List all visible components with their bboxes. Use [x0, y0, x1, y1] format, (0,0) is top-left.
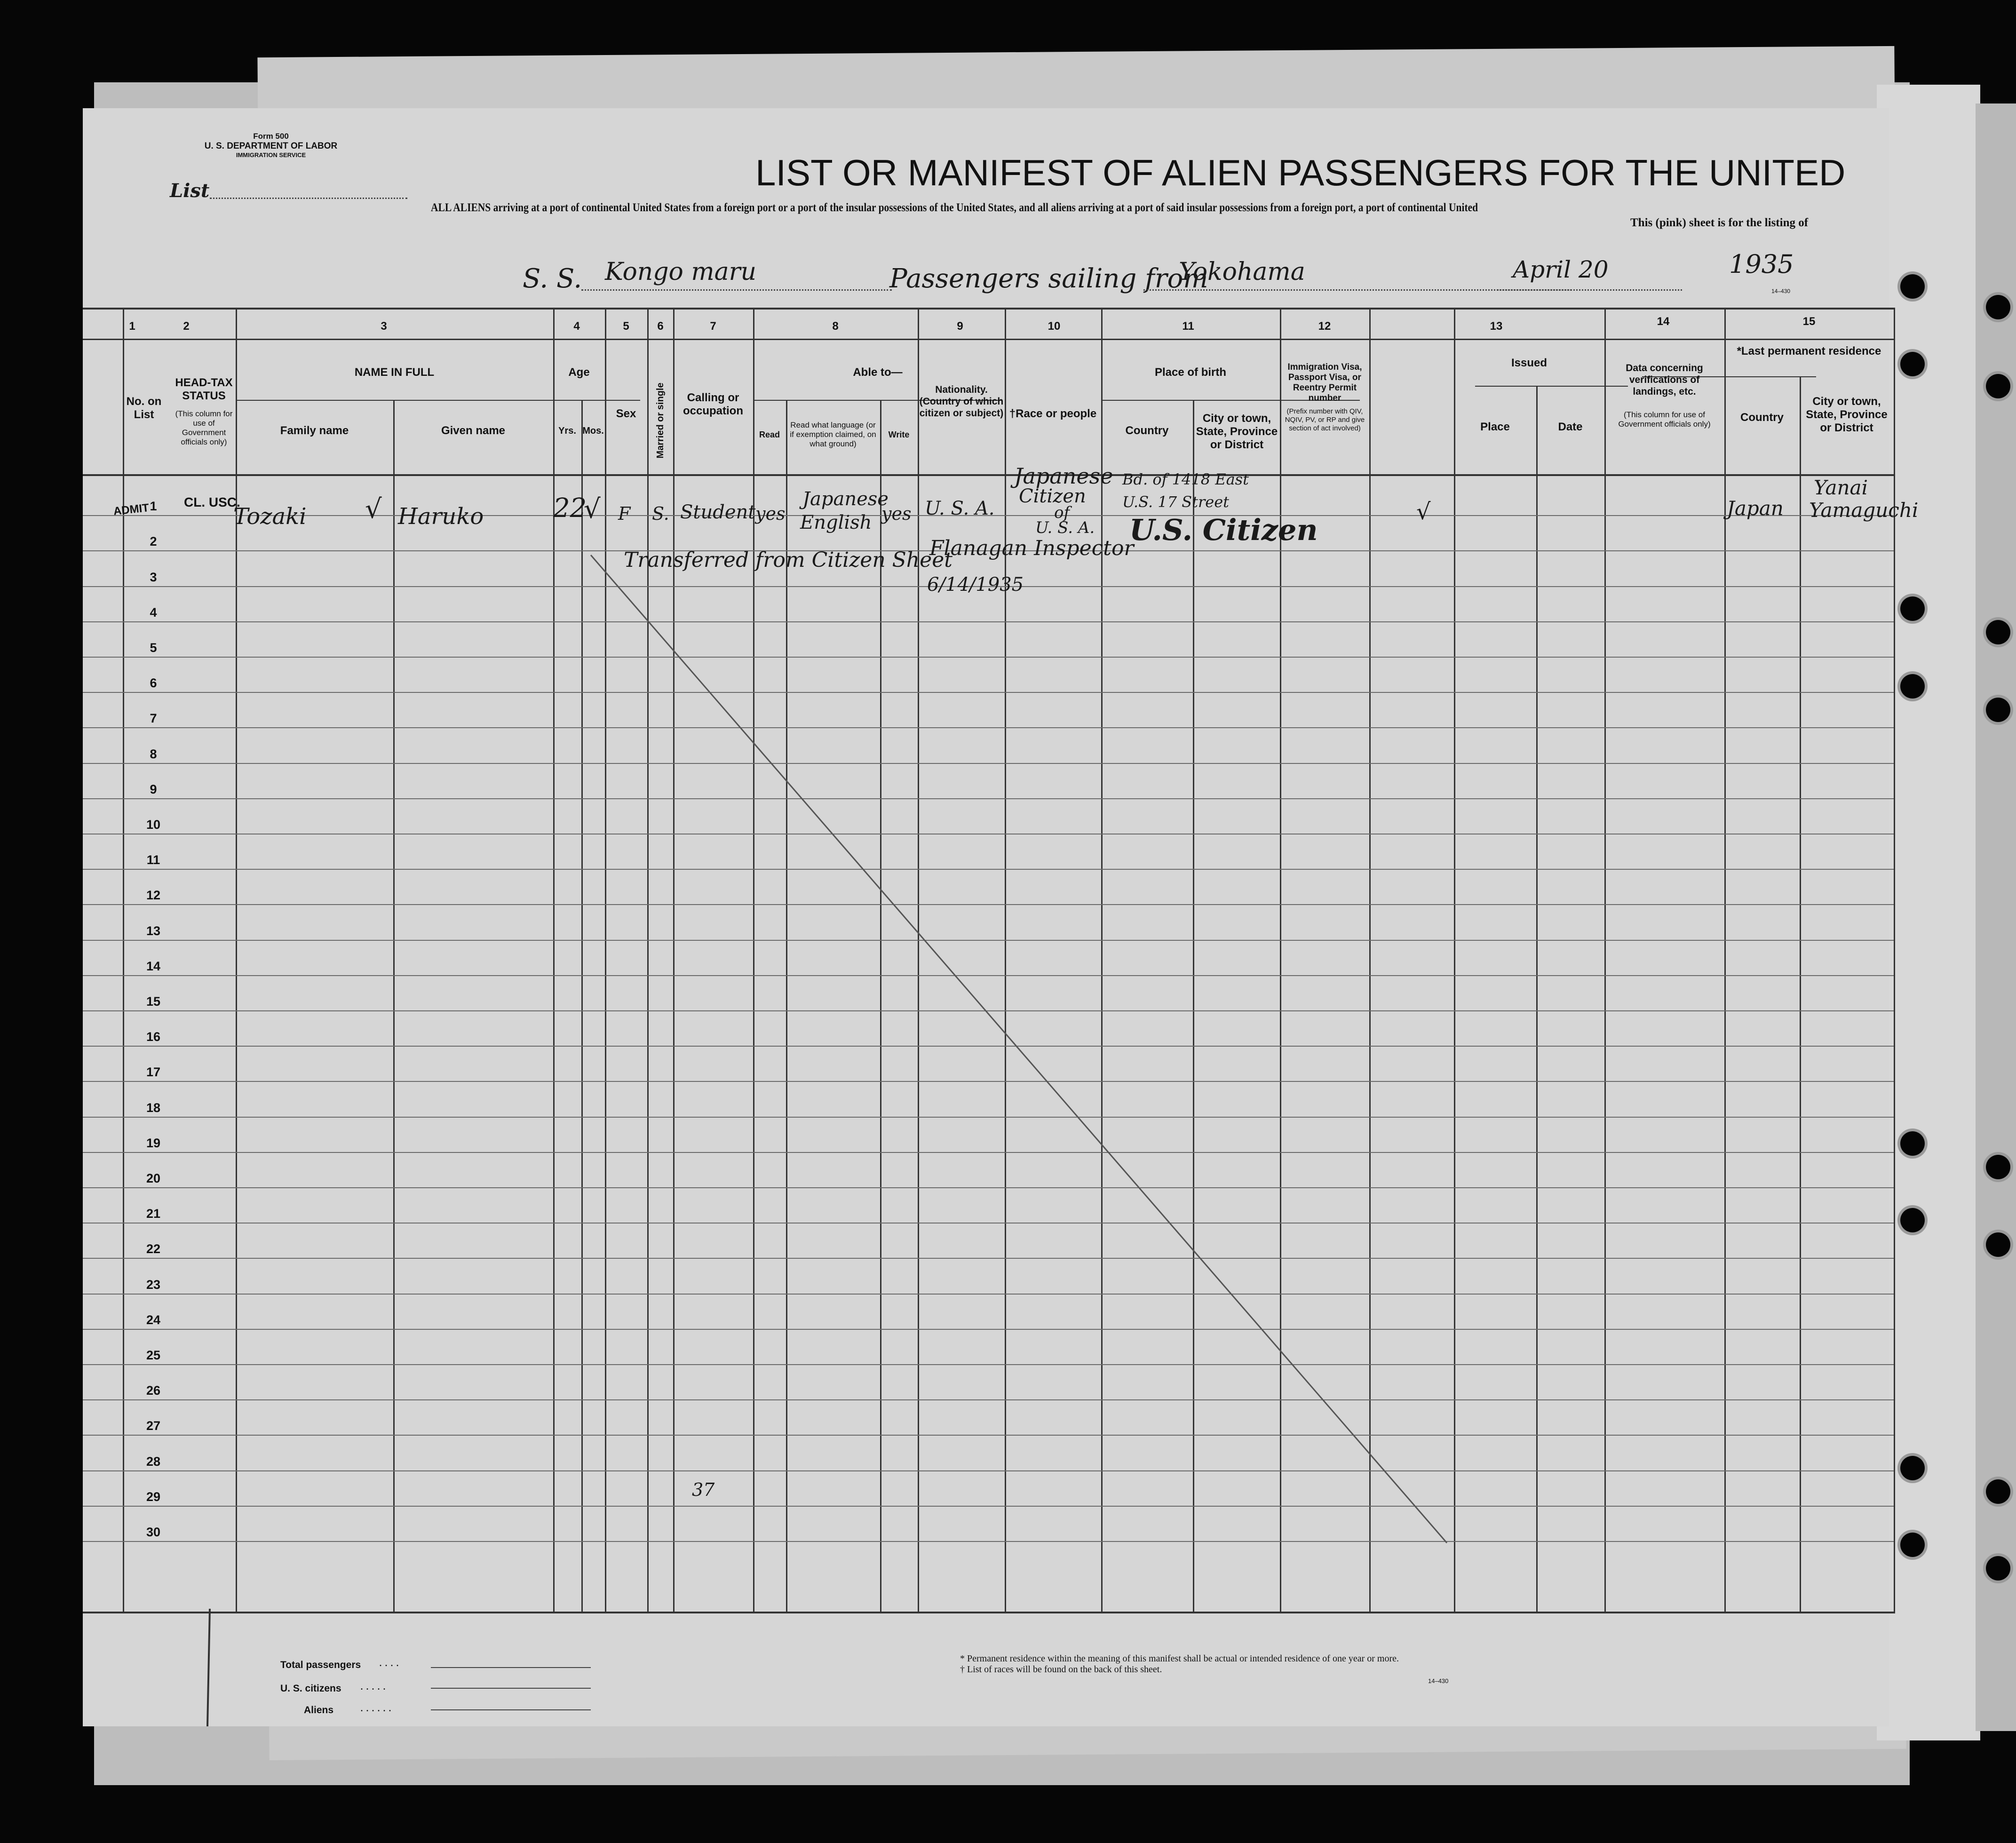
given-name-header: Given name	[441, 424, 506, 437]
bottom-mark: 37	[692, 1479, 715, 1500]
residence-country-header: Country	[1740, 411, 1784, 424]
punch-hole	[1900, 1131, 1925, 1156]
no-on-list-header: No. on List	[126, 395, 162, 421]
col-number: 14	[1657, 315, 1670, 328]
marital-value: S.	[652, 503, 669, 524]
race-line-2: Citizen	[1019, 485, 1086, 507]
given-name-value: Haruko	[398, 503, 484, 530]
form-number: Form 500	[253, 132, 289, 141]
punch-hole	[1986, 1155, 2010, 1179]
row-number: 3	[150, 570, 157, 584]
able-to-header: Able to—	[853, 366, 903, 379]
occupation-value: Student	[680, 501, 756, 523]
punch-hole	[1986, 374, 2010, 398]
departure-port: Yokohama	[1179, 258, 1305, 286]
row-number: 25	[146, 1348, 161, 1362]
col-number: 6	[657, 320, 664, 333]
check-mark: √	[365, 494, 382, 524]
read-value: yes	[755, 503, 786, 524]
row-number: 10	[146, 818, 161, 832]
birth-place-line-2: U.S. 17 Street	[1122, 493, 1230, 511]
col-number: 10	[1048, 320, 1061, 333]
row-number: 28	[146, 1454, 161, 1469]
calling-header: Calling or occupation	[683, 391, 743, 417]
row-number: 20	[146, 1171, 161, 1185]
sailing-date: April 20	[1513, 256, 1609, 283]
transfer-note: Transferred from Citizen Sheet	[624, 548, 952, 572]
row-number: 4	[150, 605, 157, 620]
issued-date-header: Date	[1558, 421, 1583, 433]
row-number: 7	[150, 711, 157, 725]
col-number: 1	[129, 320, 135, 333]
family-name-value: Tozaki	[233, 503, 307, 530]
age-header: Age	[568, 366, 590, 379]
footnote-residence: * Permanent residence within the meaning of this manifest shall be actual or intended residence of one year or more.	[960, 1653, 1399, 1664]
leader-dots: . . . . . .	[360, 1702, 391, 1714]
residence-city-header: City or town, State, Province or District	[1806, 395, 1888, 434]
row-number: 1	[150, 499, 157, 513]
issued-header: Issued	[1511, 357, 1548, 369]
language-line-1: Japanese	[802, 488, 889, 510]
punch-hole	[1900, 1208, 1925, 1232]
row-number: 18	[146, 1101, 161, 1115]
leader-dots: . . . .	[379, 1657, 399, 1669]
sex-header: Sex	[616, 407, 636, 420]
col-number: 9	[957, 320, 963, 333]
col-number: 13	[1490, 320, 1503, 333]
inspector-note: Flanagan Inspector	[929, 536, 1134, 560]
aliens-label: Aliens	[304, 1705, 334, 1716]
col-number: 5	[623, 320, 629, 333]
sailing-label: Passengers sailing from	[889, 263, 1208, 294]
row-number: 26	[146, 1383, 161, 1398]
punch-hole	[1900, 596, 1925, 621]
row-number: 12	[146, 888, 161, 902]
punch-hole	[1900, 1456, 1925, 1480]
col-number: 7	[710, 320, 716, 333]
department: U. S. DEPARTMENT OF LABOR	[204, 141, 338, 151]
total-passengers-label: Total passengers	[280, 1660, 361, 1670]
row-number: 5	[150, 641, 157, 655]
race-line-4: U. S. A.	[1035, 518, 1095, 537]
us-citizens-field	[431, 1688, 591, 1689]
total-passengers-field	[431, 1667, 591, 1668]
row-number: 17	[146, 1065, 161, 1079]
punch-hole	[1986, 1556, 2010, 1581]
leader-dots: . . . . .	[360, 1680, 386, 1692]
col-number: 4	[573, 320, 580, 333]
head-tax-note: (This column for use of Government officials only)	[175, 409, 233, 446]
row-number: 2	[150, 534, 157, 548]
col-number: 8	[832, 320, 839, 333]
race-header: †Race or people	[1009, 407, 1097, 420]
residence-city-line-1: Yanai	[1814, 476, 1868, 499]
age-years-value: 22	[553, 493, 587, 524]
row-number: 30	[146, 1525, 161, 1539]
service: IMMIGRATION SERVICE	[236, 151, 306, 159]
row-number: 21	[146, 1207, 161, 1221]
col-number: 12	[1318, 320, 1331, 333]
punch-hole	[1900, 674, 1925, 699]
issued-place-header: Place	[1480, 421, 1510, 433]
row-number: 13	[146, 924, 161, 938]
us-citizen-annotation: U.S. Citizen	[1129, 513, 1318, 547]
us-citizens-label: U. S. citizens	[280, 1683, 341, 1694]
last-residence-header: *Last permanent residence	[1737, 345, 1881, 357]
check-mark: √	[584, 494, 601, 524]
footer-code: 14–430	[1428, 1677, 1449, 1684]
head-tax-header: HEAD-TAX STATUS	[175, 376, 233, 402]
row-number: 16	[146, 1030, 161, 1044]
col-number: 15	[1802, 315, 1816, 328]
footnote-races: † List of races will be found on the back of this sheet.	[960, 1664, 1162, 1675]
punch-hole	[1900, 274, 1925, 299]
punch-hole	[1986, 1232, 2010, 1257]
punch-hole	[1986, 1479, 2010, 1504]
admit-stamp: ADMIT	[112, 501, 150, 518]
place-of-birth-header: Place of birth	[1154, 366, 1227, 379]
birth-city-header: City or town, State, Province or District	[1196, 412, 1278, 451]
aliens-field	[431, 1709, 591, 1710]
read-language-header: Read what language (or if exemption claimed, on what ground)	[790, 421, 876, 448]
row-number: 27	[146, 1419, 161, 1433]
write-value: yes	[881, 503, 912, 524]
row-number: 23	[146, 1278, 161, 1292]
row-number: 9	[150, 782, 157, 796]
punch-hole	[1986, 295, 2010, 319]
sex-value: F	[618, 503, 631, 524]
mos-header: Mos.	[582, 426, 604, 436]
row-number: 6	[150, 676, 157, 690]
residence-country-value: Japan	[1727, 497, 1784, 520]
row-number: 14	[146, 959, 161, 973]
manifest-subtitle-2: This (pink) sheet is for the listing of	[1630, 216, 1809, 229]
cancel-line	[83, 108, 1894, 1726]
manifest-sheet	[83, 108, 1919, 1726]
row-number: 11	[146, 853, 160, 867]
residence-city-line-2: Yamaguchi	[1809, 499, 1919, 522]
form-code: 14–430	[1771, 288, 1791, 294]
col-number: 2	[183, 320, 190, 333]
ss-label: S. S.	[523, 263, 582, 294]
birth-place-line-1: Bd. of 1418 East	[1122, 470, 1249, 488]
visa-note: (Prefix number with QIV, NQIV, PV, or RP and give section of act involved)	[1285, 407, 1365, 432]
family-name-header: Family name	[280, 424, 349, 437]
language-line-2: English	[800, 512, 872, 533]
row-number: 29	[146, 1490, 161, 1504]
row-number: 15	[146, 994, 161, 1009]
race-line-3: of	[1054, 503, 1070, 522]
name-in-full-header: NAME IN FULL	[354, 366, 435, 379]
yrs-header: Yrs.	[558, 426, 576, 436]
head-tax-status: CL. USC.	[184, 495, 240, 509]
check-mark: √	[1416, 499, 1431, 525]
col-number: 11	[1182, 320, 1194, 333]
row-number: 8	[150, 747, 157, 761]
manifest-title: LIST OR MANIFEST OF ALIEN PASSENGERS FOR THE UNITED	[755, 152, 1846, 193]
punch-hole	[1986, 620, 2010, 644]
punch-hole	[1986, 698, 2010, 722]
col-number: 3	[381, 320, 387, 333]
nationality-value: U. S. A.	[925, 498, 995, 519]
birth-country-header: Country	[1125, 424, 1169, 437]
ship-name: Kongo maru	[605, 258, 757, 286]
race-line-1: Japanese	[1014, 463, 1113, 489]
punch-hole	[1900, 352, 1925, 376]
inspector-date: 6/14/1935	[927, 574, 1024, 596]
row-number: 19	[146, 1136, 161, 1150]
nationality-header: Nationality. (Country of which citizen or subject)	[919, 384, 1004, 419]
data-verification-note: (This column for use of Government officials only)	[1618, 410, 1711, 429]
sailing-year: 1935	[1729, 249, 1794, 279]
manifest-subtitle-1: ALL ALIENS arriving at a port of continental United States from a foreign port or a port of the insular possessions of the United States, and all aliens arriving at a port of said insular possessions from a foreign port, a port of continental United	[431, 201, 1478, 214]
row-number: 22	[146, 1242, 161, 1256]
married-header: Married or single	[655, 382, 666, 459]
write-header: Write	[888, 430, 910, 439]
read-header: Read	[759, 430, 780, 439]
visa-header: Immigration Visa, Passport Visa, or Reentry Permit number	[1287, 362, 1362, 403]
row-number: 24	[146, 1313, 161, 1327]
data-verification-header: Data concerning verifications of landings, etc.	[1626, 363, 1703, 397]
list-label: List	[170, 180, 210, 202]
punch-hole	[1900, 1533, 1925, 1557]
